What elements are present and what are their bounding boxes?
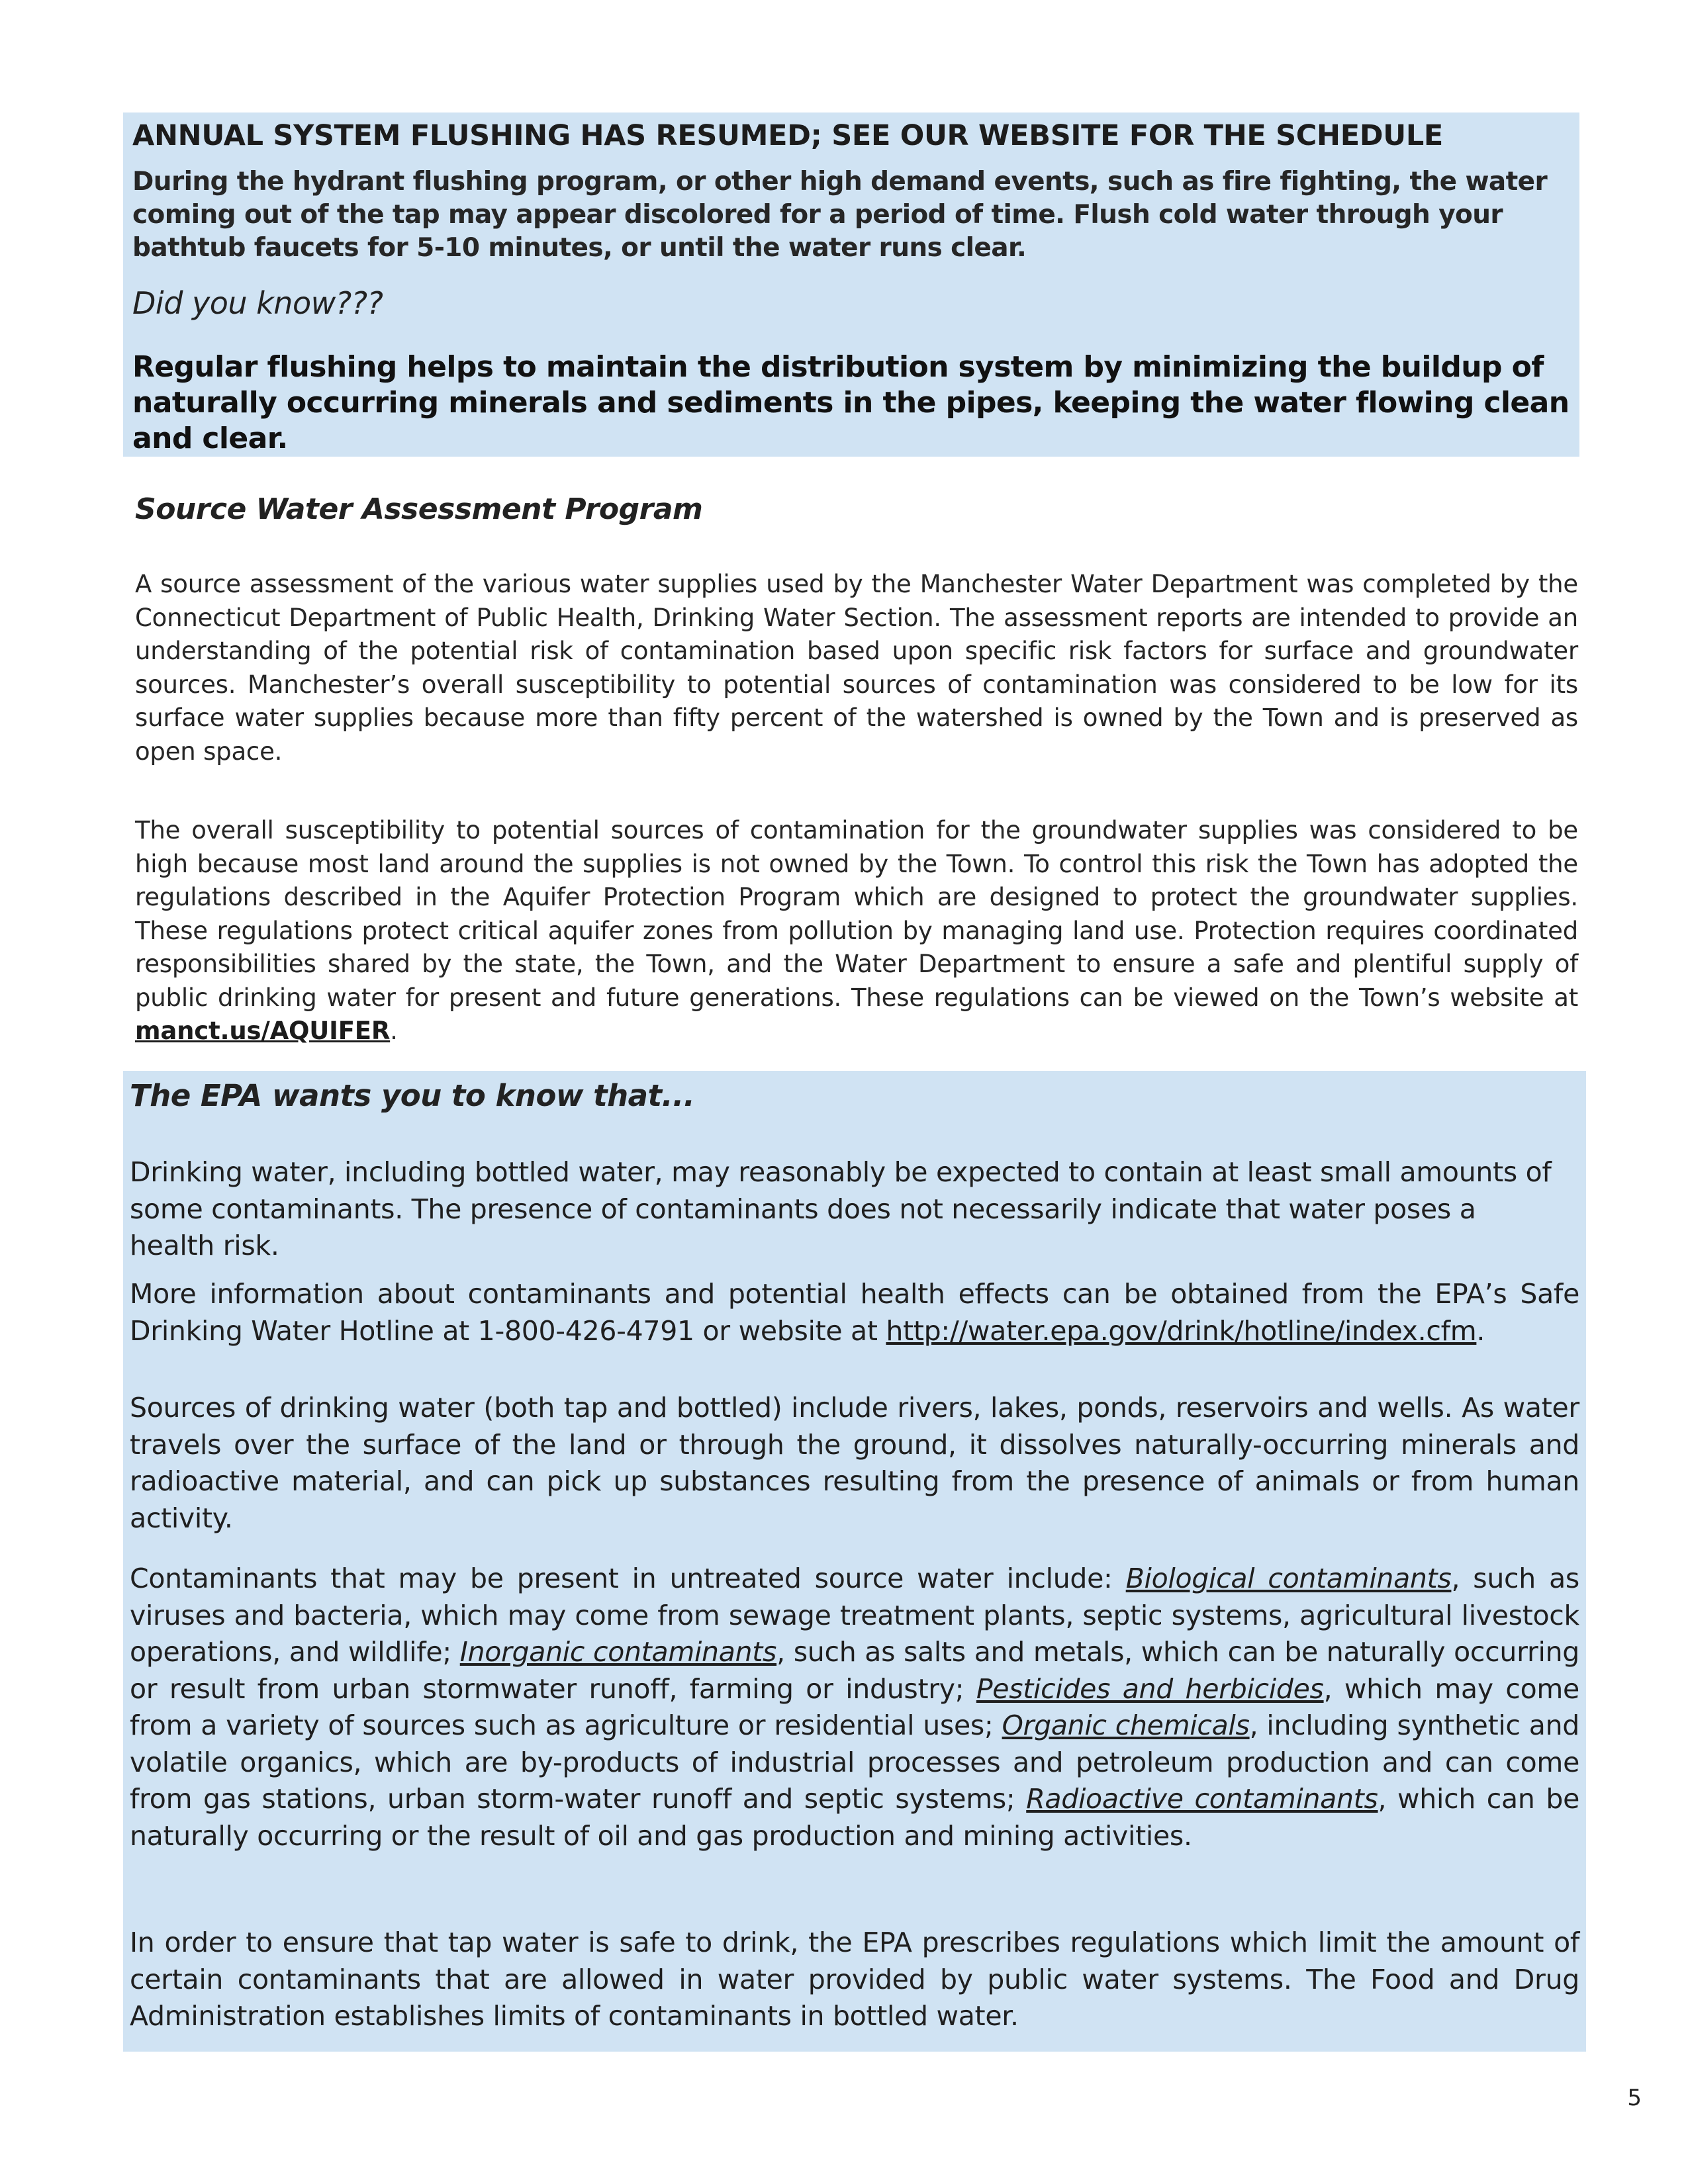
epa-title: The EPA wants you to know that... [130,1078,695,1113]
flushing-notice-box [123,113,1579,457]
pesticides-text: , which may come from a variety of sources such as agriculture or residential uses; [130,1672,1579,1741]
groundwater-susceptibility-paragraph [135,814,1578,1048]
epa-info-box [123,1071,1586,2052]
organic-text: , including synthetic and volatile organics, which are by-products of industrial processes and petroleum production and can come from gas stations, urban storm-water runoff and septic systems; [130,1709,1579,1815]
organic-chemicals-term: Organic chemicals [1002,1709,1250,1741]
pesticides-herbicides-term: Pesticides and herbicides [976,1672,1324,1705]
hotline-end: . [1476,1314,1485,1347]
epa-contaminant-types-paragraph [130,1561,1579,1854]
did-you-know-heading: Did you know??? [132,285,383,321]
page-number: 5 [1627,2085,1642,2111]
biological-contaminants-term: Biological contaminants [1125,1563,1452,1594]
radioactive-text: , which can be naturally occurring or the result of oil and gas production and mining activities. [130,1783,1579,1852]
biological-text: , such as viruses and bacteria, which may come from sewage treatment plants, septic systems, agricultural livestock operations, and wildlife; [130,1563,1579,1668]
source-assessment-paragraph: A source assessment of the various water supplies used by the Manchester Water Department was completed by the Connecticut Department of Public Health, Drinking Water Section. The assessment reports are intended to provide an understanding of the potential risk of contamination based upon specific risk factors for surface and groundwater sources. Manchester’s overall susceptibility to potential sources of contamination was considered to be low for its surface water supplies because more than fifty percent of the watershed is owned by the Town and is preserved as open space. [135,570,1578,766]
epa-contaminants-paragraph: Drinking water, including bottled water, may reasonably be expected to contain at least small amounts of some contaminants. The presence of contaminants does not necessarily indicate that water poses a health risk. [130,1156,1552,1261]
source-water-assessment-title: Source Water Assessment Program [135,492,703,526]
groundwater-text: The overall susceptibility to potential sources of contamination for the groundwater supplies was considered to be high because most land around the supplies is not owned by the Town. To control this risk the Town has adopted the regulations described in the Aquifer Protection Program which are designed to protect the groundwater supplies. These regulations protect critical aquifer zones from pollution by managing land use. Protection requires coordinated responsibilities shared by the state, the Town, and the Water Department to ensure a safe and plentiful supply of public drinking water for present and future generations. These regulations can be viewed on the Town’s website at [135,816,1578,1012]
epa-hotline-link[interactable]: http://water.epa.gov/drink/hotline/index.cfm [886,1314,1477,1347]
epa-regulations-paragraph: In order to ensure that tap water is safe to drink, the EPA prescribes regulations which limit the amount of certain contaminants that are allowed in water provided by public water systems. The Food and Drug Administration establishes limits of contaminants in bottled water. [130,1927,1579,2032]
inorganic-text: , such as salts and metals, which can be naturally occurring or result from urban stormwater runoff, farming or industry; [130,1636,1580,1705]
contaminants-intro: Contaminants that may be present in untreated source water include: [130,1563,1126,1594]
flushing-heading: ANNUAL SYSTEM FLUSHING HAS RESUMED; SEE OUR WEBSITE FOR THE SCHEDULE [132,119,1444,152]
epa-sources-paragraph: Sources of drinking water (both tap and bottled) include rivers, lakes, ponds, reservoirs and wells. As water travels over the surface of the land or through the ground, it dissolves naturally-occurring minerals and radioactive material, and can pick up substances resulting from the presence of animals or from human activity. [130,1392,1579,1534]
flushing-body: During the hydrant flushing program, or other high demand events, such as fire fighting, the water coming out of the tap may appear discolored for a period of time. Flush cold water through your bathtub faucets for 5-10 minutes, or until the water runs clear. [132,167,1548,263]
hotline-text: More information about contaminants and potential health effects can be obtained from the EPA’s Safe Drinking Water Hotline at 1-800-426-4791 or website at [130,1278,1579,1347]
epa-hotline-paragraph [130,1276,1579,1349]
aquifer-link[interactable]: manct.us/AQUIFER [135,1017,391,1045]
radioactive-contaminants-term: Radioactive contaminants [1026,1783,1378,1815]
flushing-fact: Regular flushing helps to maintain the distribution system by minimizing the buildup of naturally occurring minerals and sediments in the pipes, keeping the water flowing clean and clear. [132,350,1570,455]
groundwater-end: . [390,1017,398,1045]
inorganic-contaminants-term: Inorganic contaminants [459,1636,777,1668]
